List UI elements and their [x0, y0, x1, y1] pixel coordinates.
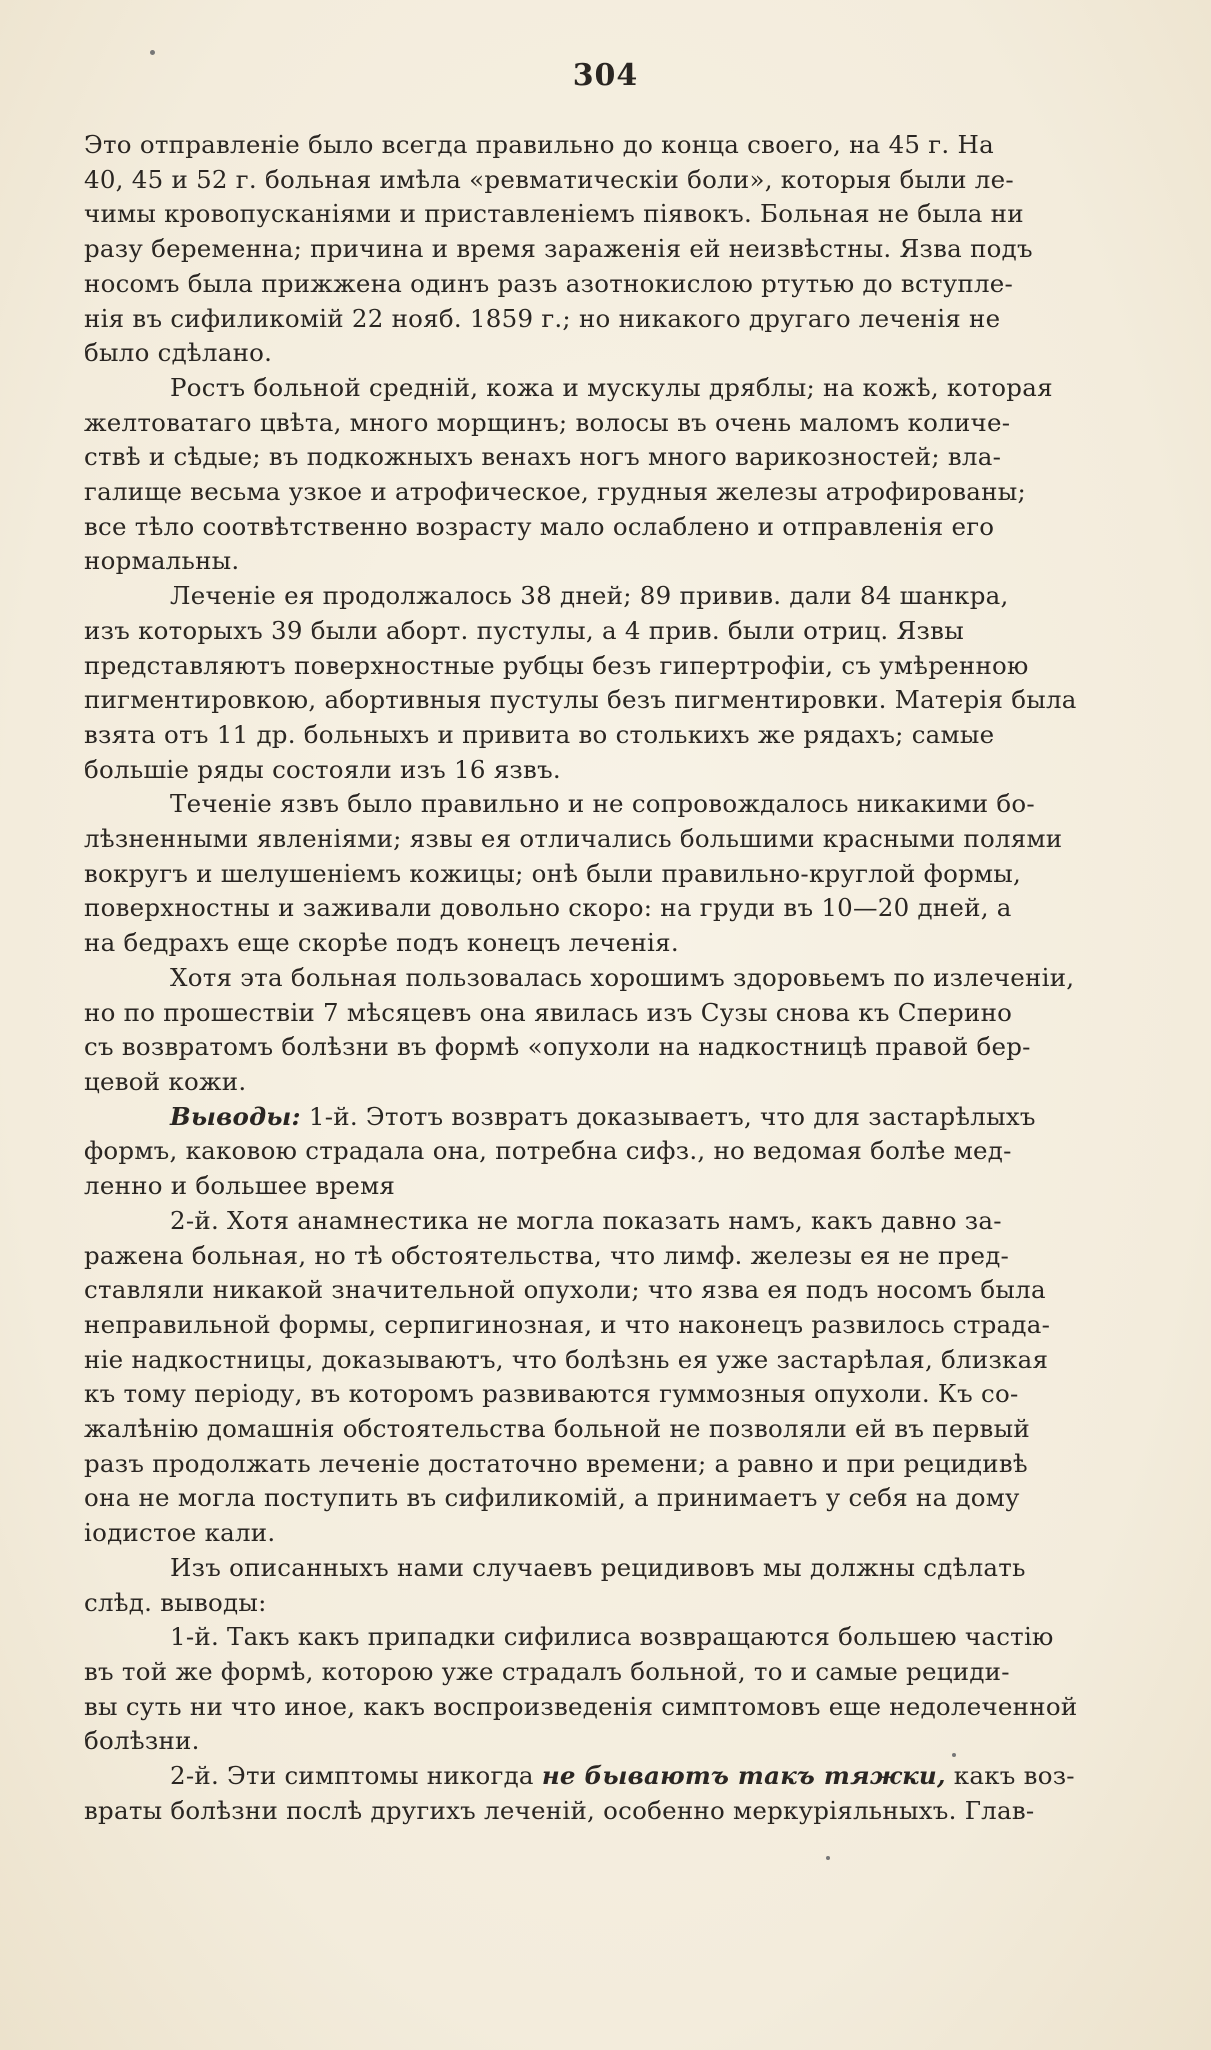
line-text: галище весьма узкое и атрофическое, грудныя железы атрофированы;: [84, 477, 1026, 507]
text-line: [84, 996, 1174, 1031]
line-text: на бедрахъ еще скорѣе подъ конецъ леченія.: [84, 928, 679, 958]
page-number: 304: [572, 58, 639, 93]
line-text: представляютъ поверхностные рубцы безъ гипертрофіи, съ умѣренною: [84, 650, 1029, 680]
text-line: [84, 1447, 1174, 1482]
text-line: [84, 1724, 1174, 1759]
text-line: [84, 579, 1174, 614]
paragraph: [84, 1620, 1174, 1759]
line-text: взята отъ 11 др. больныхъ и привита во столькихъ же рядахъ; самые: [84, 719, 995, 749]
paragraph: [84, 1551, 1174, 1620]
line-text: 40, 45 и 52 г. больная имѣла «ревматическіи боли», которыя были ле-: [84, 164, 1014, 194]
line-text: 2-й. Эти симптомы никогда: [170, 1761, 542, 1791]
line-text-tail: какъ воз-: [945, 1761, 1075, 1791]
text-line: [84, 1308, 1174, 1343]
line-text: къ тому періоду, въ которомъ развиваются гуммозныя опухоли. Къ со-: [84, 1379, 1019, 1409]
line-text: желтоватаго цвѣта, много морщинъ; волосы въ очень маломъ количе-: [84, 407, 1011, 437]
line-text: чимы кровопусканіями и приставленіемъ пiявокъ. Больная не была ни: [84, 199, 1024, 229]
paragraph: [84, 1204, 1174, 1551]
line-text: враты болѣзни послѣ другихъ леченій, особенно меркуріяльныхъ. Глав-: [84, 1795, 1035, 1825]
line-text: изъ которыхъ 39 были аборт. пустулы, а 4 прив. были отриц. Язвы: [84, 615, 964, 645]
text-line: [84, 649, 1174, 684]
text-line: [84, 1169, 1174, 1204]
text-line: [84, 1551, 1174, 1586]
line-text: Ростъ больной средній, кожа и мускулы дряблы; на кожѣ, которая: [170, 372, 1053, 402]
text-line: [84, 371, 1174, 406]
text-line: [84, 1655, 1174, 1690]
text-line: [84, 197, 1174, 232]
line-text: было сдѣлано.: [84, 338, 273, 368]
line-text: поверхностны и заживали довольно скоро: на груди въ 10—20 дней, а: [84, 893, 1012, 923]
line-text: лѣзненными явленіями; язвы ея отличались большими красными полями: [84, 824, 1063, 854]
text-line: [84, 1100, 1174, 1135]
text-line: [84, 1204, 1174, 1239]
text-line: [84, 544, 1174, 579]
line-text: 2-й. Хотя анамнестика не могла показать намъ, какъ давно за-: [170, 1205, 1002, 1235]
text-line: [84, 683, 1174, 718]
text-line: [84, 336, 1174, 371]
line-text: большіе ряды состояли изъ 16 язвъ.: [84, 754, 561, 784]
line-text: она не могла поступить въ сифиликомій, а принимаетъ у себя на дому: [84, 1483, 1020, 1513]
line-text: слѣд. выводы:: [84, 1587, 267, 1617]
paragraph: [84, 1100, 1174, 1204]
line-text: разу беременна; причина и время зараженія ей неизвѣстны. Язва подъ: [84, 234, 1033, 264]
line-text: Это отправленіе было всегда правильно до конца своего, на 45 г. На: [84, 130, 994, 159]
ink-speck: [826, 1856, 830, 1860]
line-text: 1-й. Такъ какъ припадки сифилиса возвращаются большею частію: [170, 1622, 1054, 1652]
line-text: Хотя эта больная пользовалась хорошимъ здоровьемъ по излеченіи,: [170, 962, 1075, 992]
text-line: [84, 1273, 1174, 1308]
text-line: [84, 891, 1174, 926]
text-line: [84, 1030, 1174, 1065]
text-line: [84, 1065, 1174, 1100]
line-text: неправильной формы, серпигинозная, и что наконецъ развилось страда-: [84, 1309, 1051, 1339]
text-line: [84, 302, 1174, 337]
text-line: [84, 406, 1174, 441]
emphasized-text: не бываютъ такъ тяжки,: [541, 1761, 946, 1791]
text-line: [84, 267, 1174, 302]
line-text: Изъ описанныхъ нами случаевъ рецидивовъ мы должны сдѣлать: [170, 1552, 1026, 1582]
text-line: [84, 1134, 1174, 1169]
line-text: ражена больная, но тѣ обстоятельства, что лимф. железы ея не пред-: [84, 1240, 1010, 1270]
text-line: [84, 1481, 1174, 1516]
paragraph: [84, 787, 1174, 961]
emphasized-lead: Выводы:: [170, 1101, 301, 1131]
line-text: но по прошествіи 7 мѣсяцевъ она явилась изъ Сузы снова къ Сперино: [84, 997, 1013, 1027]
paragraph: [84, 128, 1174, 371]
text-line: [84, 1343, 1174, 1378]
text-line: [84, 857, 1174, 892]
line-text: въ той же формѣ, которою уже страдалъ больной, то и самые рециди-: [84, 1656, 1010, 1686]
text-line: [84, 1759, 1174, 1794]
line-text: вы суть ни что иное, какъ воспроизведенія симптомовъ еще недолеченной: [84, 1691, 1078, 1721]
text-line: [84, 614, 1174, 649]
text-line: [84, 1620, 1174, 1655]
text-line: [84, 510, 1174, 545]
line-text: ствѣ и сѣдые; въ подкожныхъ венахъ ногъ много варикозностей; вла-: [84, 442, 1002, 472]
line-text: все тѣло соотвѣтственно возрасту мало ослаблено и отправленія его: [84, 511, 995, 541]
text-line: [84, 753, 1174, 788]
line-text: 1-й. Этотъ возвратъ доказываетъ, что для застарѣлыхъ: [300, 1101, 1036, 1131]
line-text: iодистое кали.: [84, 1518, 276, 1548]
ink-speck: [150, 50, 155, 55]
text-line: [84, 475, 1174, 510]
text-line: [84, 1377, 1174, 1412]
paragraph: [84, 371, 1174, 579]
text-line: [84, 440, 1174, 475]
text-line: [84, 1516, 1174, 1551]
text-line: [84, 1586, 1174, 1621]
line-text: болѣзни.: [84, 1726, 200, 1756]
paragraph: [84, 579, 1174, 787]
line-text: разъ продолжать леченіе достаточно времени; а равно и при рецидивѣ: [84, 1448, 1028, 1478]
text-line: [84, 787, 1174, 822]
text-line: [84, 822, 1174, 857]
line-text: вокругъ и шелушеніемъ кожицы; онѣ были правильно-круглой формы,: [84, 858, 1022, 888]
line-text: ставляли никакой значительной опухоли; что язва ея подъ носомъ была: [84, 1275, 1046, 1305]
line-text: съ возвратомъ болѣзни въ формѣ «опухоли на надкостницѣ правой бер-: [84, 1032, 1031, 1062]
line-text: нормальны.: [84, 546, 240, 576]
text-line: [84, 1794, 1174, 1829]
text-line: [84, 1239, 1174, 1274]
text-line: [84, 926, 1174, 961]
line-text: формъ, каковою страдала она, потребна сифз., но ведомая болѣе мед-: [84, 1136, 1012, 1166]
line-text: пигментировкою, абортивныя пустулы безъ пигментировки. Матерія была: [84, 685, 1077, 715]
line-text: жалѣнію домашнія обстоятельства больной не позволяли ей въ первый: [84, 1414, 1030, 1444]
text-line: [84, 163, 1174, 198]
text-line: [84, 718, 1174, 753]
body-text: [84, 128, 1174, 1828]
line-text: носомъ была прижжена одинъ разъ азотнокислою ртутью до вступле-: [84, 268, 1014, 298]
paragraph: [84, 961, 1174, 1100]
line-text: цевой кожи.: [84, 1066, 247, 1096]
line-text: Теченіе язвъ было правильно и не сопровождалось никакими бо-: [170, 789, 1035, 819]
text-line: [84, 128, 1174, 163]
line-text: ніе надкостницы, доказываютъ, что болѣзнь ея уже застарѣлая, близкая: [84, 1344, 1049, 1374]
paragraph: [84, 1759, 1174, 1828]
line-text: ленно и большее время: [84, 1171, 396, 1201]
text-line: [84, 1690, 1174, 1725]
text-line: [84, 961, 1174, 996]
text-line: [84, 1412, 1174, 1447]
line-text: Леченіе ея продолжалось 38 дней; 89 привив. дали 84 шанкра,: [170, 581, 1009, 611]
line-text: нія въ сифиликомій 22 нояб. 1859 г.; но никакого другаго леченія не: [84, 303, 1001, 333]
text-line: [84, 232, 1174, 267]
